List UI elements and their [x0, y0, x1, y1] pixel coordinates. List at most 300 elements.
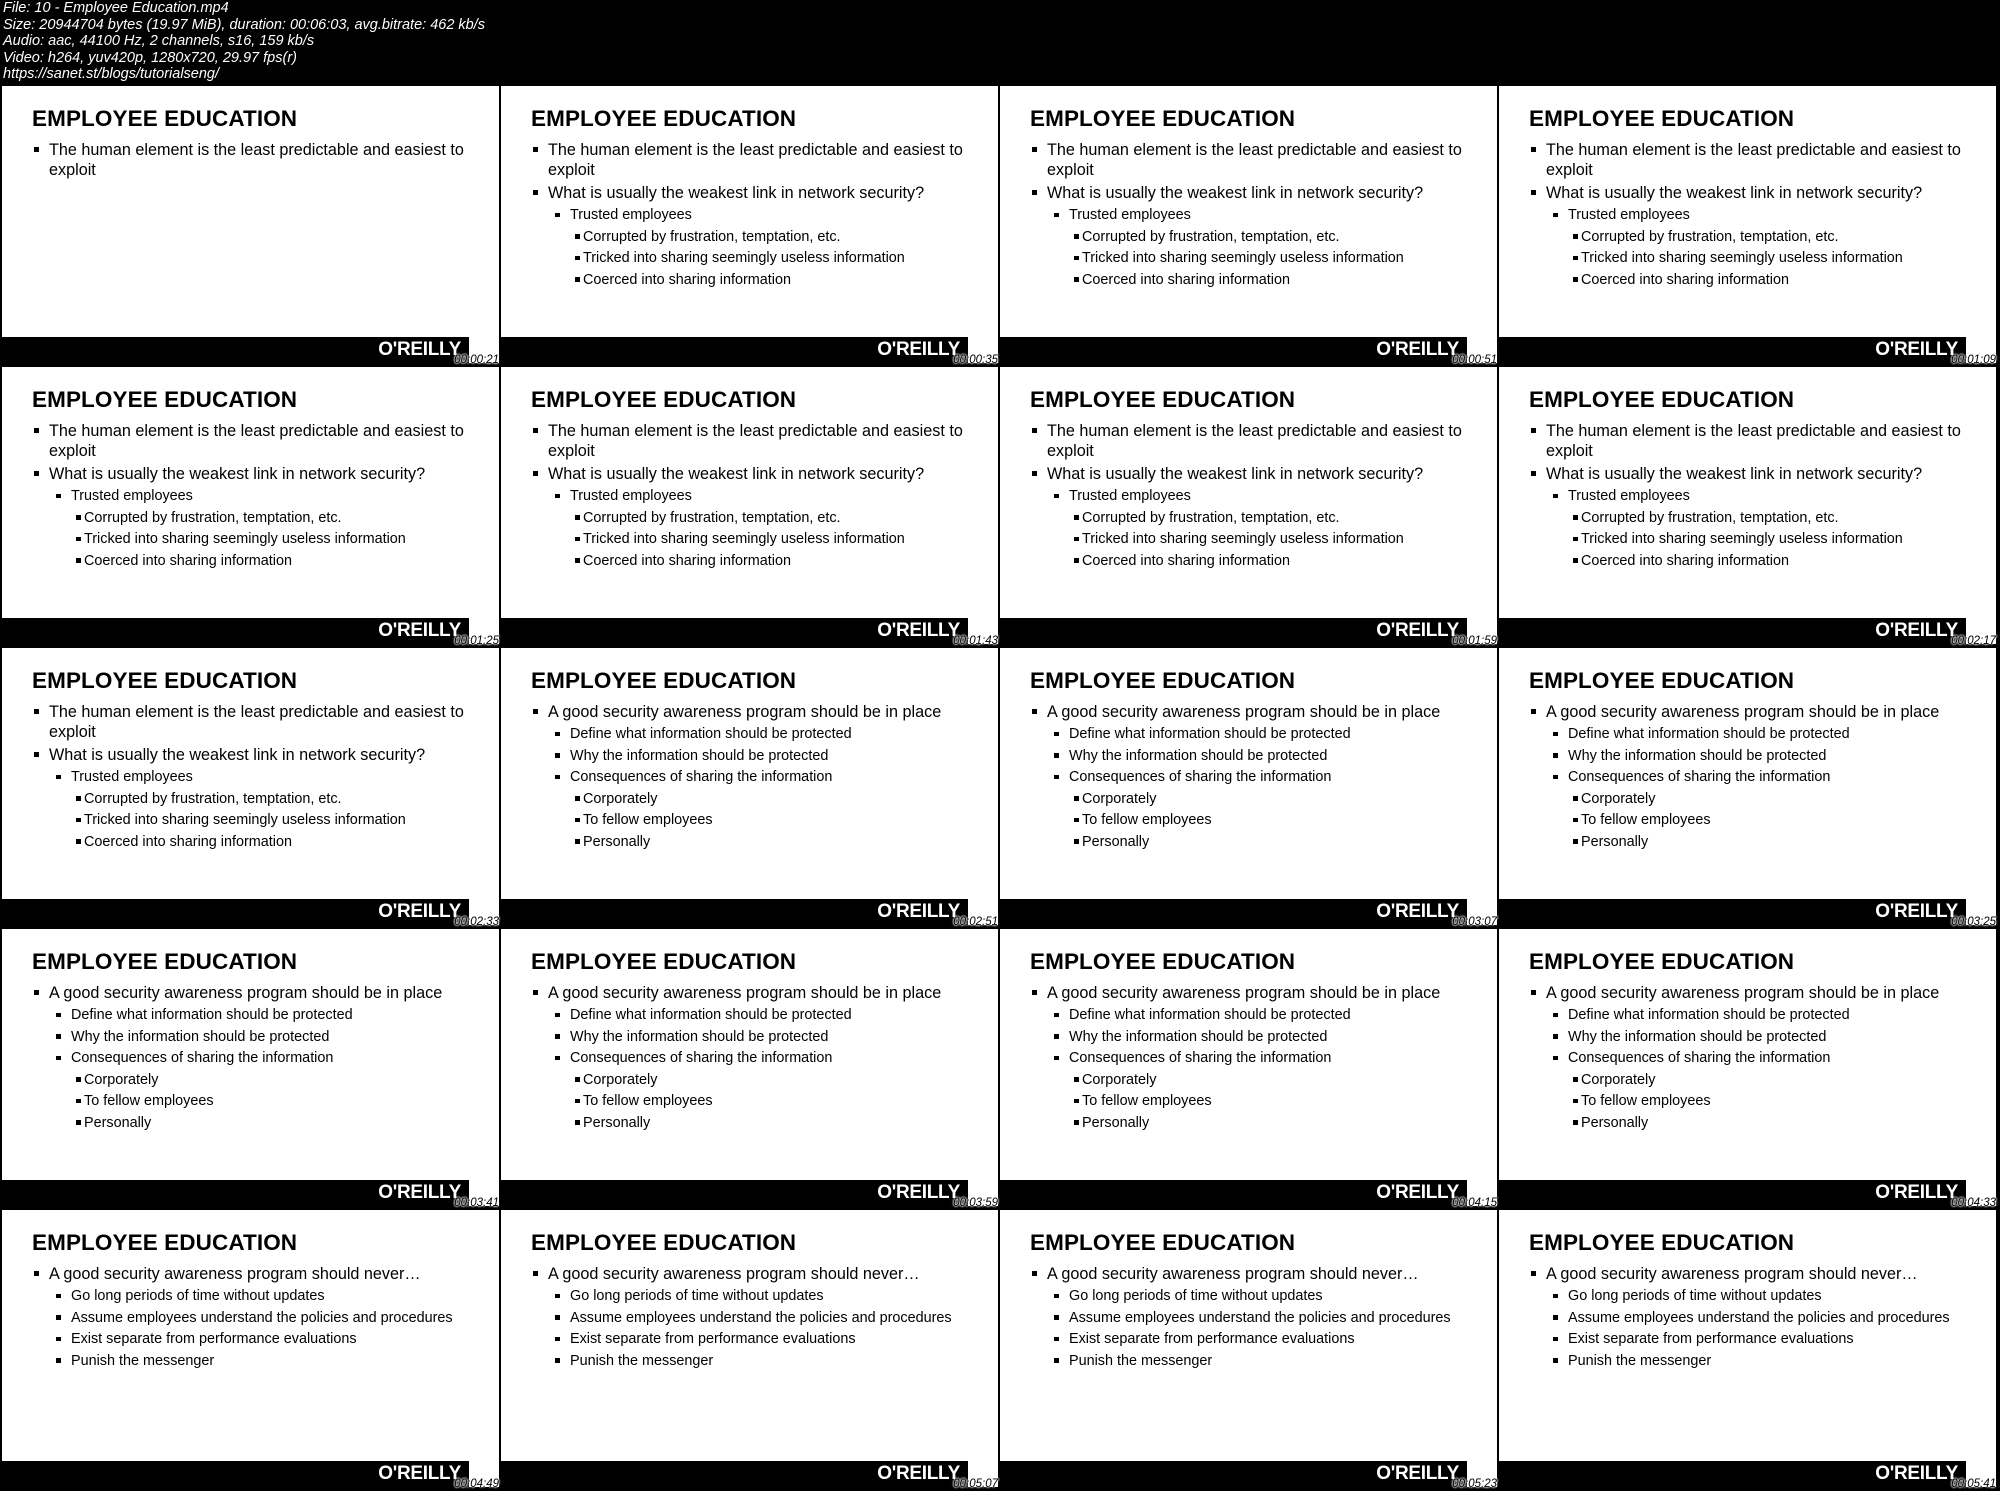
- oreilly-logo: O'REILLY: [1875, 339, 1958, 360]
- bullet-text: The human element is the least predictable and easiest to exploit: [49, 422, 464, 460]
- bullet-item: [1531, 552, 1971, 571]
- bullet-item: [34, 790, 474, 809]
- bullet-text: Consequences of sharing the information: [71, 1050, 334, 1066]
- bullet-item: [34, 530, 474, 549]
- bullet-text: To fellow employees: [583, 812, 713, 828]
- bullet-text: Why the information should be protected: [1568, 747, 1827, 764]
- bullet-text: A good security awareness program should be in place: [1047, 703, 1441, 721]
- bullet-text: Corporately: [1082, 790, 1157, 807]
- bullet-text: Go long periods of time without updates: [1568, 1288, 1822, 1304]
- bullet-text: The human element is the least predictable and easiest to exploit: [548, 141, 963, 179]
- timestamp: 00:01:43: [953, 635, 998, 647]
- bullet-item: [1531, 768, 1971, 787]
- oreilly-logo: O'REILLY: [1875, 620, 1958, 641]
- bullet-item: [533, 1071, 973, 1090]
- bullet-text: The human element is the least predictable and easiest to exploit: [49, 141, 464, 179]
- timestamp: 00:00:35: [953, 354, 998, 366]
- bullet-item: [34, 464, 474, 484]
- bullet-text: What is usually the weakest link in network security?: [548, 184, 925, 202]
- bullet-text: Corporately: [1581, 1071, 1656, 1088]
- video-thumbnail[interactable]: [501, 86, 998, 363]
- bullet-item: [1032, 1287, 1472, 1306]
- bullet-text: Tricked into sharing seemingly useless information: [583, 250, 905, 266]
- bullet-text: Corporately: [1082, 1071, 1157, 1088]
- bullet-list: [34, 702, 474, 851]
- bullet-text: Trusted employees: [1568, 488, 1690, 504]
- bullet-text: Consequences of sharing the information: [570, 1050, 833, 1066]
- bullet-text: Trusted employees: [570, 488, 692, 504]
- bullet-item: [1531, 487, 1971, 506]
- bullet-text: Why the information should be protected: [1568, 1028, 1827, 1045]
- bullet-text: Coerced into sharing information: [1082, 552, 1290, 569]
- bullet-item: [1032, 228, 1472, 247]
- bullet-item: [533, 228, 973, 247]
- bullet-item: [1032, 206, 1472, 225]
- bullet-text: Trusted employees: [570, 207, 692, 223]
- timestamp: 00:04:15: [1452, 1197, 1497, 1209]
- bullet-text: Personally: [1082, 833, 1150, 850]
- bullet-item: [533, 509, 973, 528]
- bullet-text: Corporately: [1581, 790, 1656, 807]
- bullet-item: [1032, 530, 1472, 549]
- slide-title: EMPLOYEE EDUCATION: [531, 1230, 797, 1255]
- bullet-text: Coerced into sharing information: [84, 833, 292, 850]
- oreilly-logo: O'REILLY: [1376, 339, 1459, 360]
- bullet-text: Go long periods of time without updates: [570, 1288, 824, 1304]
- bullet-text: Define what information should be protected: [570, 1007, 852, 1023]
- bullet-item: [533, 1006, 973, 1025]
- bullet-item: [533, 140, 973, 180]
- bullet-text: Corporately: [583, 1071, 658, 1088]
- bullet-text: Punish the messenger: [1069, 1352, 1213, 1369]
- bullet-item: [34, 811, 474, 830]
- video-thumbnail[interactable]: [1000, 648, 1497, 925]
- slide-title: EMPLOYEE EDUCATION: [1030, 668, 1296, 693]
- bullet-item: [1531, 1330, 1971, 1349]
- timestamp: 00:01:09: [1951, 354, 1996, 366]
- bullet-text: Trusted employees: [71, 488, 193, 504]
- bullet-text: Define what information should be protected: [1069, 1007, 1351, 1023]
- bullet-text: Exist separate from performance evaluations: [570, 1331, 856, 1347]
- bullet-text: Why the information should be protected: [570, 1028, 829, 1045]
- timestamp: 00:02:33: [454, 916, 499, 928]
- bullet-item: [34, 1028, 474, 1047]
- bullet-text: Corporately: [84, 1071, 159, 1088]
- bullet-item: [1531, 509, 1971, 528]
- video-thumbnail[interactable]: [1499, 1210, 1996, 1487]
- bullet-item: [533, 702, 973, 722]
- bullet-item: [1032, 790, 1472, 809]
- bullet-text: Trusted employees: [1069, 488, 1191, 504]
- bullet-item: [533, 1092, 973, 1111]
- bullet-list: [533, 983, 973, 1132]
- video-thumbnail[interactable]: [2, 648, 499, 925]
- bullet-text: The human element is the least predictable and easiest to exploit: [1546, 141, 1961, 179]
- bullet-item: [34, 1006, 474, 1025]
- bullet-item: [1032, 464, 1472, 484]
- bullet-item: [1531, 833, 1971, 852]
- bullet-item: [533, 183, 973, 203]
- bullet-item: [1032, 768, 1472, 787]
- file-info-line: File: 10 - Employee Education.mp4: [3, 0, 229, 16]
- bullet-item: [34, 1309, 474, 1328]
- bullet-text: The human element is the least predictable and easiest to exploit: [1047, 422, 1462, 460]
- bullet-list: [34, 140, 474, 180]
- slide-title: EMPLOYEE EDUCATION: [32, 1230, 298, 1255]
- bullet-item: [1531, 140, 1971, 180]
- video-thumbnail[interactable]: [1499, 929, 1996, 1206]
- bullet-list: [1032, 702, 1472, 851]
- bullet-text: What is usually the weakest link in network security?: [548, 465, 925, 483]
- bullet-item: [1032, 702, 1472, 722]
- bullet-text: Personally: [1581, 1114, 1649, 1131]
- file-info-line: https://sanet.st/blogs/tutorialseng/: [3, 66, 220, 83]
- bullet-item: [34, 1330, 474, 1349]
- bullet-item: [1032, 509, 1472, 528]
- timestamp: 00:03:41: [454, 1197, 499, 1209]
- bullet-text: To fellow employees: [1082, 1093, 1212, 1109]
- bullet-item: [1531, 271, 1971, 290]
- bullet-item: [1531, 790, 1971, 809]
- bullet-text: A good security awareness program should be in place: [1047, 984, 1441, 1002]
- bullet-item: [1531, 747, 1971, 766]
- bullet-item: [1531, 811, 1971, 830]
- bullet-item: [1531, 1071, 1971, 1090]
- bullet-item: [1531, 725, 1971, 744]
- bullet-text: The human element is the least predictable and easiest to exploit: [1047, 141, 1462, 179]
- bullet-text: A good security awareness program should never…: [49, 1265, 421, 1283]
- bullet-item: [34, 421, 474, 461]
- bullet-item: [533, 833, 973, 852]
- bullet-text: A good security awareness program should be in place: [1546, 984, 1940, 1002]
- bullet-item: [533, 725, 973, 744]
- slide-title: EMPLOYEE EDUCATION: [1529, 949, 1795, 974]
- bullet-item: [1032, 1071, 1472, 1090]
- bullet-item: [34, 552, 474, 571]
- bullet-text: Define what information should be protected: [1568, 726, 1850, 742]
- bullet-text: What is usually the weakest link in network security?: [49, 746, 426, 764]
- bullet-text: Assume employees understand the policies and procedures: [570, 1309, 952, 1326]
- bullet-text: The human element is the least predictable and easiest to exploit: [1546, 422, 1961, 460]
- bullet-list: [533, 140, 973, 289]
- bullet-text: Corrupted by frustration, temptation, etc.: [1581, 228, 1839, 245]
- bullet-text: Coerced into sharing information: [84, 552, 292, 569]
- video-thumbnail[interactable]: [1000, 929, 1497, 1206]
- bullet-text: Coerced into sharing information: [1581, 271, 1789, 288]
- video-thumbnail[interactable]: [2, 1210, 499, 1487]
- oreilly-logo: O'REILLY: [1376, 1463, 1459, 1484]
- timestamp: 00:01:25: [454, 635, 499, 647]
- bullet-text: Corrupted by frustration, temptation, etc.: [84, 509, 342, 526]
- bullet-text: Coerced into sharing information: [1581, 552, 1789, 569]
- bullet-text: Assume employees understand the policies and procedures: [71, 1309, 453, 1326]
- bullet-text: Corrupted by frustration, temptation, etc.: [583, 228, 841, 245]
- bullet-text: Tricked into sharing seemingly useless information: [1082, 250, 1404, 266]
- bullet-text: A good security awareness program should be in place: [548, 984, 942, 1002]
- bullet-list: [1032, 1264, 1472, 1370]
- bullet-item: [533, 552, 973, 571]
- bullet-text: Trusted employees: [1568, 207, 1690, 223]
- oreilly-logo: O'REILLY: [1875, 1182, 1958, 1203]
- file-info-line: Size: 20944704 bytes (19.97 MiB), duration: 00:06:03, avg.bitrate: 462 kb/s: [3, 16, 486, 33]
- bullet-text: Personally: [1581, 833, 1649, 850]
- bullet-list: [34, 1264, 474, 1370]
- timestamp: 00:05:41: [1951, 1478, 1996, 1490]
- bullet-text: Trusted employees: [71, 769, 193, 785]
- bullet-item: [34, 1071, 474, 1090]
- bullet-text: Corrupted by frustration, temptation, etc.: [84, 790, 342, 807]
- bullet-item: [1032, 1309, 1472, 1328]
- bullet-item: [533, 1287, 973, 1306]
- bullet-item: [1531, 183, 1971, 203]
- bullet-text: Assume employees understand the policies and procedures: [1568, 1309, 1950, 1326]
- bullet-item: [533, 1309, 973, 1328]
- bullet-text: To fellow employees: [1082, 812, 1212, 828]
- bullet-item: [1032, 1006, 1472, 1025]
- video-thumbnail[interactable]: [1000, 1210, 1497, 1487]
- video-thumbnail[interactable]: [2, 86, 499, 363]
- slide-title: EMPLOYEE EDUCATION: [1030, 949, 1296, 974]
- bullet-item: [533, 1049, 973, 1068]
- slide-title: EMPLOYEE EDUCATION: [1030, 1230, 1296, 1255]
- bullet-item: [34, 487, 474, 506]
- bullet-text: To fellow employees: [1581, 812, 1711, 828]
- bullet-list: [1032, 421, 1472, 570]
- bullet-text: Tricked into sharing seemingly useless information: [583, 531, 905, 547]
- bullet-text: Tricked into sharing seemingly useless information: [1581, 250, 1903, 266]
- bullet-list: [34, 983, 474, 1132]
- bullet-item: [1531, 1352, 1971, 1371]
- bullet-text: Define what information should be protected: [1069, 726, 1351, 742]
- video-thumbnail[interactable]: [501, 648, 998, 925]
- bullet-item: [34, 1264, 474, 1284]
- oreilly-logo: O'REILLY: [1376, 901, 1459, 922]
- bullet-text: Coerced into sharing information: [1082, 271, 1290, 288]
- timestamp: 00:02:51: [953, 916, 998, 928]
- timestamp: 00:01:59: [1452, 635, 1497, 647]
- timestamp: 00:03:07: [1452, 916, 1497, 928]
- bullet-item: [1032, 1114, 1472, 1133]
- timestamp: 00:05:23: [1452, 1478, 1497, 1490]
- bullet-item: [1531, 1114, 1971, 1133]
- bullet-text: Corporately: [583, 790, 658, 807]
- bullet-item: [1531, 1006, 1971, 1025]
- file-info-header: [0, 0, 2000, 86]
- bullet-text: Corrupted by frustration, temptation, etc.: [1082, 509, 1340, 526]
- bullet-item: [1531, 1028, 1971, 1047]
- video-thumbnail[interactable]: [501, 367, 998, 644]
- bullet-text: Exist separate from performance evaluations: [1069, 1331, 1355, 1347]
- bullet-text: Tricked into sharing seemingly useless information: [1082, 531, 1404, 547]
- bullet-item: [34, 1049, 474, 1068]
- bullet-item: [533, 790, 973, 809]
- bullet-item: [34, 140, 474, 180]
- bullet-item: [533, 747, 973, 766]
- bullet-list: [1531, 1264, 1971, 1370]
- bullet-text: A good security awareness program should never…: [1546, 1265, 1918, 1283]
- bullet-item: [34, 983, 474, 1003]
- slide-title: EMPLOYEE EDUCATION: [531, 387, 797, 412]
- slide-title: EMPLOYEE EDUCATION: [32, 387, 298, 412]
- bullet-item: [1531, 1309, 1971, 1328]
- bullet-text: A good security awareness program should be in place: [49, 984, 443, 1002]
- bullet-text: What is usually the weakest link in network security?: [1047, 184, 1424, 202]
- video-thumbnail[interactable]: [1499, 86, 1996, 363]
- bullet-item: [1531, 702, 1971, 722]
- bullet-item: [533, 1114, 973, 1133]
- bullet-item: [1531, 421, 1971, 461]
- bullet-item: [533, 1264, 973, 1284]
- bullet-item: [1032, 1092, 1472, 1111]
- bullet-list: [1531, 983, 1971, 1132]
- bullet-text: Tricked into sharing seemingly useless information: [84, 812, 406, 828]
- slide-title: EMPLOYEE EDUCATION: [531, 106, 797, 131]
- bullet-item: [1531, 983, 1971, 1003]
- bullet-text: Corrupted by frustration, temptation, etc.: [1082, 228, 1340, 245]
- bullet-text: Consequences of sharing the information: [570, 769, 833, 785]
- bullet-list: [1531, 421, 1971, 570]
- bullet-text: A good security awareness program should be in place: [548, 703, 942, 721]
- bullet-item: [1032, 747, 1472, 766]
- bullet-item: [1531, 530, 1971, 549]
- oreilly-logo: O'REILLY: [378, 901, 461, 922]
- bullet-item: [1531, 206, 1971, 225]
- bullet-text: Personally: [583, 1114, 651, 1131]
- video-thumbnail[interactable]: [501, 929, 998, 1206]
- bullet-text: Consequences of sharing the information: [1568, 1050, 1831, 1066]
- timestamp: 00:04:49: [454, 1478, 499, 1490]
- bullet-item: [533, 206, 973, 225]
- bullet-text: Punish the messenger: [570, 1352, 714, 1369]
- bullet-item: [1032, 833, 1472, 852]
- video-thumbnail[interactable]: [501, 1210, 998, 1487]
- oreilly-logo: O'REILLY: [378, 339, 461, 360]
- bullet-text: Consequences of sharing the information: [1069, 1050, 1332, 1066]
- bullet-item: [533, 768, 973, 787]
- bullet-list: [533, 702, 973, 851]
- bullet-text: Corrupted by frustration, temptation, etc.: [583, 509, 841, 526]
- slide-title: EMPLOYEE EDUCATION: [531, 949, 797, 974]
- timestamp: 00:00:21: [454, 354, 499, 366]
- bullet-text: Why the information should be protected: [1069, 747, 1328, 764]
- bullet-item: [533, 249, 973, 268]
- bullet-item: [1032, 487, 1472, 506]
- video-thumbnail[interactable]: [2, 929, 499, 1206]
- bullet-text: A good security awareness program should never…: [1047, 1265, 1419, 1283]
- timestamp: 00:03:59: [953, 1197, 998, 1209]
- bullet-text: A good security awareness program should be in place: [1546, 703, 1940, 721]
- slide-title: EMPLOYEE EDUCATION: [1529, 387, 1795, 412]
- slide-title: EMPLOYEE EDUCATION: [1529, 106, 1795, 131]
- bullet-list: [1032, 983, 1472, 1132]
- bullet-text: Personally: [1082, 1114, 1150, 1131]
- bullet-text: Tricked into sharing seemingly useless information: [1581, 531, 1903, 547]
- bullet-list: [533, 421, 973, 570]
- thumbnail-grid: [0, 86, 2000, 1491]
- bullet-item: [533, 983, 973, 1003]
- bullet-item: [533, 1028, 973, 1047]
- oreilly-logo: O'REILLY: [1376, 1182, 1459, 1203]
- slide-title: EMPLOYEE EDUCATION: [1529, 668, 1795, 693]
- bullet-text: Personally: [583, 833, 651, 850]
- oreilly-logo: O'REILLY: [877, 901, 960, 922]
- bullet-item: [1032, 421, 1472, 461]
- slide-title: EMPLOYEE EDUCATION: [531, 668, 797, 693]
- slide-title: EMPLOYEE EDUCATION: [1030, 387, 1296, 412]
- bullet-text: The human element is the least predictable and easiest to exploit: [548, 422, 963, 460]
- bullet-item: [1032, 1049, 1472, 1068]
- timestamp: 00:04:33: [1951, 1197, 1996, 1209]
- bullet-text: Consequences of sharing the information: [1069, 769, 1332, 785]
- file-info-line: Audio: aac, 44100 Hz, 2 channels, s16, 159 kb/s: [3, 33, 315, 50]
- bullet-item: [34, 509, 474, 528]
- bullet-item: [34, 1352, 474, 1371]
- bullet-text: Define what information should be protected: [1568, 1007, 1850, 1023]
- oreilly-logo: O'REILLY: [1376, 620, 1459, 641]
- bullet-item: [1032, 725, 1472, 744]
- bullet-list: [1032, 140, 1472, 289]
- bullet-text: Punish the messenger: [71, 1352, 215, 1369]
- bullet-text: What is usually the weakest link in network security?: [1546, 184, 1923, 202]
- video-thumbnail[interactable]: [2, 367, 499, 644]
- video-thumbnail[interactable]: [1000, 86, 1497, 363]
- bullet-text: The human element is the least predictable and easiest to exploit: [49, 703, 464, 741]
- bullet-item: [533, 1330, 973, 1349]
- bullet-text: Define what information should be protected: [71, 1007, 353, 1023]
- bullet-item: [1531, 464, 1971, 484]
- slide-title: EMPLOYEE EDUCATION: [1030, 106, 1296, 131]
- bullet-text: What is usually the weakest link in network security?: [1047, 465, 1424, 483]
- video-thumbnail[interactable]: [1000, 367, 1497, 644]
- bullet-item: [1531, 1049, 1971, 1068]
- bullet-item: [533, 487, 973, 506]
- bullet-item: [34, 833, 474, 852]
- bullet-item: [1032, 183, 1472, 203]
- bullet-item: [1032, 1264, 1472, 1284]
- bullet-text: Consequences of sharing the information: [1568, 769, 1831, 785]
- oreilly-logo: O'REILLY: [378, 620, 461, 641]
- bullet-item: [1032, 140, 1472, 180]
- bullet-text: Why the information should be protected: [570, 747, 829, 764]
- bullet-item: [34, 768, 474, 787]
- oreilly-logo: O'REILLY: [877, 1182, 960, 1203]
- bullet-item: [1032, 249, 1472, 268]
- oreilly-logo: O'REILLY: [1875, 901, 1958, 922]
- bullet-item: [1531, 249, 1971, 268]
- bullet-item: [1032, 1330, 1472, 1349]
- bullet-list: [1531, 702, 1971, 851]
- bullet-item: [1531, 1092, 1971, 1111]
- bullet-text: Punish the messenger: [1568, 1352, 1712, 1369]
- video-thumbnail[interactable]: [1499, 648, 1996, 925]
- bullet-item: [533, 421, 973, 461]
- bullet-text: Personally: [84, 1114, 152, 1131]
- file-info-line: Video: h264, yuv420p, 1280x720, 29.97 fps(r): [3, 49, 297, 66]
- video-thumbnail[interactable]: [1499, 367, 1996, 644]
- bullet-item: [1032, 1028, 1472, 1047]
- slide-title: EMPLOYEE EDUCATION: [32, 949, 298, 974]
- oreilly-logo: O'REILLY: [877, 1463, 960, 1484]
- oreilly-logo: O'REILLY: [877, 620, 960, 641]
- bullet-item: [1531, 1287, 1971, 1306]
- bullet-item: [533, 530, 973, 549]
- bullet-item: [34, 1092, 474, 1111]
- bullet-text: Go long periods of time without updates: [71, 1288, 325, 1304]
- bullet-list: [533, 1264, 973, 1370]
- bullet-text: Define what information should be protected: [570, 726, 852, 742]
- bullet-list: [34, 421, 474, 570]
- oreilly-logo: O'REILLY: [1875, 1463, 1958, 1484]
